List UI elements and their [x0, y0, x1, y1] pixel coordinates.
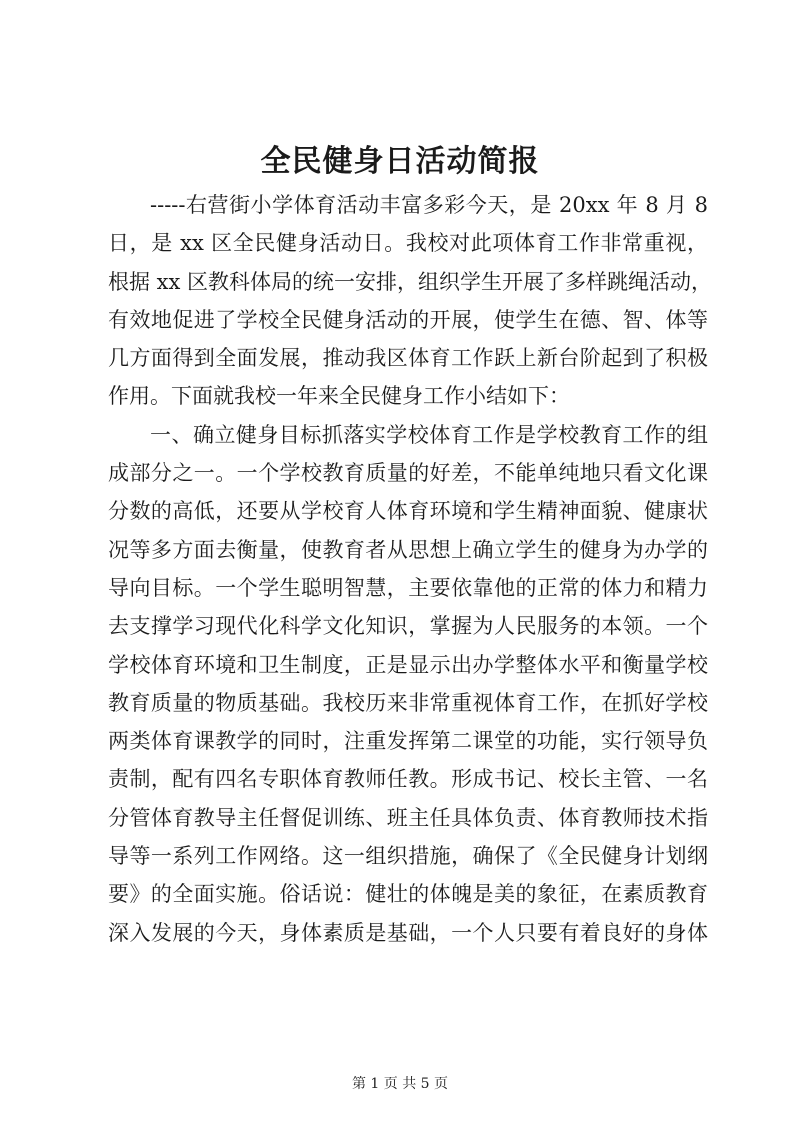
document-title: 全民健身日活动简报: [260, 144, 540, 179]
paragraph-line: 作用。下面就我校一年来全民健身工作小结如下：: [108, 384, 570, 409]
paragraph-line: 去支撑学习现代化科学文化知识，掌握为人民服务的本领。一个: [108, 614, 708, 639]
paragraph-line: 根据 xx 区教科体局的统一安排，组织学生开展了多样跳绳活动，: [108, 269, 713, 294]
paragraph-line: 学校体育环境和卫生制度，正是显示出办学整体水平和衡量学校: [108, 652, 708, 677]
paragraph-line: 分数的高低，还要从学校育人体育环境和学生精神面貌、健康状: [108, 499, 708, 524]
paragraph-line: 几方面得到全面发展，推动我区体育工作跃上新台阶起到了积极: [108, 346, 708, 371]
document-body: [108, 186, 713, 952]
paragraph-line: 分管体育教导主任督促训练、班主任具体负责、体育教师技术指: [108, 805, 708, 830]
paragraph-line: 深入发展的今天，身体素质是基础，一个人只要有着良好的身体: [108, 920, 708, 945]
page-number-footer: 第 1 页 共 5 页: [351, 1076, 449, 1092]
paragraph-intro: [108, 186, 713, 416]
paragraph-line: 要》的全面实施。俗话说：健壮的体魄是美的象征，在素质教育: [108, 882, 708, 907]
paragraph-line: 两类体育课教学的同时，注重发挥第二课堂的功能，实行领导负: [108, 729, 708, 754]
paragraph-line: 导等一系列工作网络。这一组织措施，确保了《全民健身计划纲: [108, 844, 708, 869]
paragraph-line: 有效地促进了学校全民健身活动的开展，使学生在德、智、体等: [108, 307, 708, 332]
paragraph-line: 导向目标。一个学生聪明智慧，主要依靠他的正常的体力和精力: [108, 575, 708, 600]
paragraph-line: 况等多方面去衡量，使教育者从思想上确立学生的健身为办学的: [108, 537, 708, 562]
paragraph-line: 日，是 xx 区全民健身活动日。我校对此项体育工作非常重视，: [108, 231, 708, 256]
paragraph-line: 一、确立健身目标抓落实学校体育工作是学校教育工作的组: [150, 422, 708, 447]
paragraph-line: 教育质量的物质基础。我校历来非常重视体育工作，在抓好学校: [108, 690, 708, 715]
paragraph-line: 责制，配有四名专职体育教师任教。形成书记、校长主管、一名: [108, 767, 708, 792]
paragraph-line: 成部分之一。一个学校教育质量的好差，不能单纯地只看文化课: [108, 461, 708, 486]
paragraph-section-one: [108, 416, 708, 952]
paragraph-line: -----右营街小学体育活动丰富多彩今天，是 20xx 年 8 月 8: [150, 193, 708, 217]
